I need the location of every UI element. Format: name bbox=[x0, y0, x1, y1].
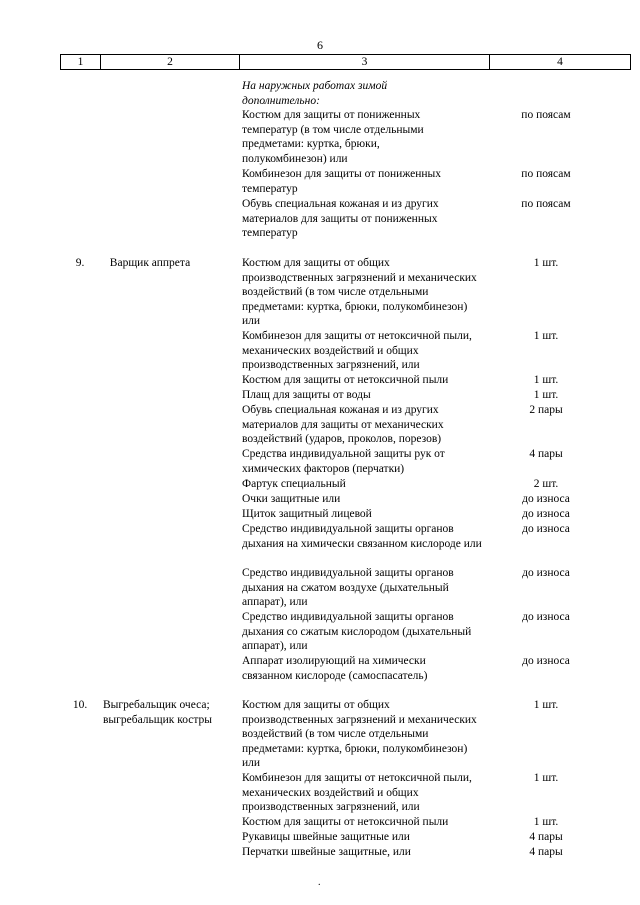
row-number: 9. bbox=[75, 257, 85, 269]
table-header-row bbox=[60, 54, 631, 70]
item-qty: до износа bbox=[522, 611, 570, 623]
profession-name-line-1: Выгребальщик очеса; bbox=[103, 699, 210, 711]
item-text: Плащ для защиты от воды bbox=[242, 389, 371, 401]
item-qty: 4 пары bbox=[529, 831, 563, 843]
item-text: Комбинезон для защиты от пониженных температур bbox=[242, 168, 441, 195]
item-qty: до износа bbox=[522, 508, 570, 520]
page-number: 6 bbox=[317, 38, 323, 52]
item-qty: 1 шт. bbox=[533, 772, 559, 784]
item-qty: до износа bbox=[522, 493, 570, 505]
item-text: Костюм для защиты от пониженных температур (в том числе отдельными предметами: куртка, брюки, полукомбинезон) или bbox=[242, 109, 424, 165]
item-qty: 1 шт. bbox=[533, 699, 559, 711]
item-qty: до износа bbox=[522, 567, 570, 579]
item-qty: 1 шт. bbox=[533, 389, 559, 401]
item-text: Рукавицы швейные защитные или bbox=[242, 831, 410, 843]
item-text: Средство индивидуальной защиты органов дыхания на химически связанном кислороде или bbox=[242, 523, 482, 550]
item-text: Обувь специальная кожаная и из других материалов для защиты от пониженных температур bbox=[242, 198, 439, 240]
item-text: Очки защитные или bbox=[242, 493, 341, 505]
header-col-2: 2 bbox=[101, 55, 240, 69]
item-text: Комбинезон для защиты от нетоксичной пыли, механических воздействий и общих производственных загрязнений, или bbox=[242, 772, 472, 814]
item-text: Костюм для защиты от нетоксичной пыли bbox=[242, 374, 449, 386]
header-col-1: 1 bbox=[61, 55, 101, 69]
item-text: Перчатки швейные защитные, или bbox=[242, 846, 411, 858]
item-qty: 4 пары bbox=[529, 448, 563, 460]
profession-name-line-2: выгребальщик костры bbox=[103, 714, 213, 726]
item-text: Средства индивидуальной защиты рук от химических факторов (перчатки) bbox=[242, 448, 445, 475]
header-col-3: 3 bbox=[240, 55, 490, 69]
item-text: Костюм для защиты от нетоксичной пыли bbox=[242, 816, 449, 828]
item-qty: 2 шт. bbox=[533, 478, 559, 490]
item-text: Костюм для защиты от общих производственных загрязнений и механических воздействий (в том числе отдельными предметами: куртка, брюки, полукомбинезон) или bbox=[242, 699, 477, 770]
item-qty: 2 пары bbox=[529, 404, 563, 416]
item-text: Средство индивидуальной защиты органов дыхания на сжатом воздухе (дыхательный аппарат), или bbox=[242, 567, 454, 609]
item-qty: 1 шт. bbox=[533, 816, 559, 828]
profession-name: Варщик аппрета bbox=[109, 257, 191, 269]
item-qty: до износа bbox=[522, 655, 570, 667]
item-qty: до износа bbox=[522, 523, 570, 535]
section-note: На наружных работах зимой дополнительно: bbox=[242, 80, 388, 107]
row-number: 10. bbox=[72, 699, 88, 711]
item-text: Комбинезон для защиты от нетоксичной пыли, механических воздействий и общих производственных загрязнений, или bbox=[242, 330, 472, 372]
item-qty: 4 пары bbox=[529, 846, 563, 858]
item-qty: по поясам bbox=[521, 198, 571, 210]
item-qty: по поясам bbox=[521, 109, 571, 121]
item-text: Обувь специальная кожаная и из других материалов для защиты от механических воздействий (ударов, проколов, порезов) bbox=[242, 404, 444, 446]
item-qty: по поясам bbox=[521, 168, 571, 180]
header-col-4: 4 bbox=[490, 55, 631, 69]
item-text: Средство индивидуальной защиты органов дыхания со сжатым кислородом (дыхательный аппарат), или bbox=[242, 611, 472, 653]
item-qty: 1 шт. bbox=[533, 330, 559, 342]
footer-mark: . bbox=[318, 877, 321, 888]
item-text: Фартук специальный bbox=[242, 478, 346, 490]
item-qty: 1 шт. bbox=[533, 374, 559, 386]
item-text: Аппарат изолирующий на химически связанном кислороде (самоспасатель) bbox=[242, 655, 428, 682]
item-qty: 1 шт. bbox=[533, 257, 559, 269]
item-text: Костюм для защиты от общих производственных загрязнений и механических воздействий (в том числе отдельными предметами: куртка, брюки, полукомбинезон) или bbox=[242, 257, 477, 328]
item-text: Щиток защитный лицевой bbox=[242, 508, 372, 520]
